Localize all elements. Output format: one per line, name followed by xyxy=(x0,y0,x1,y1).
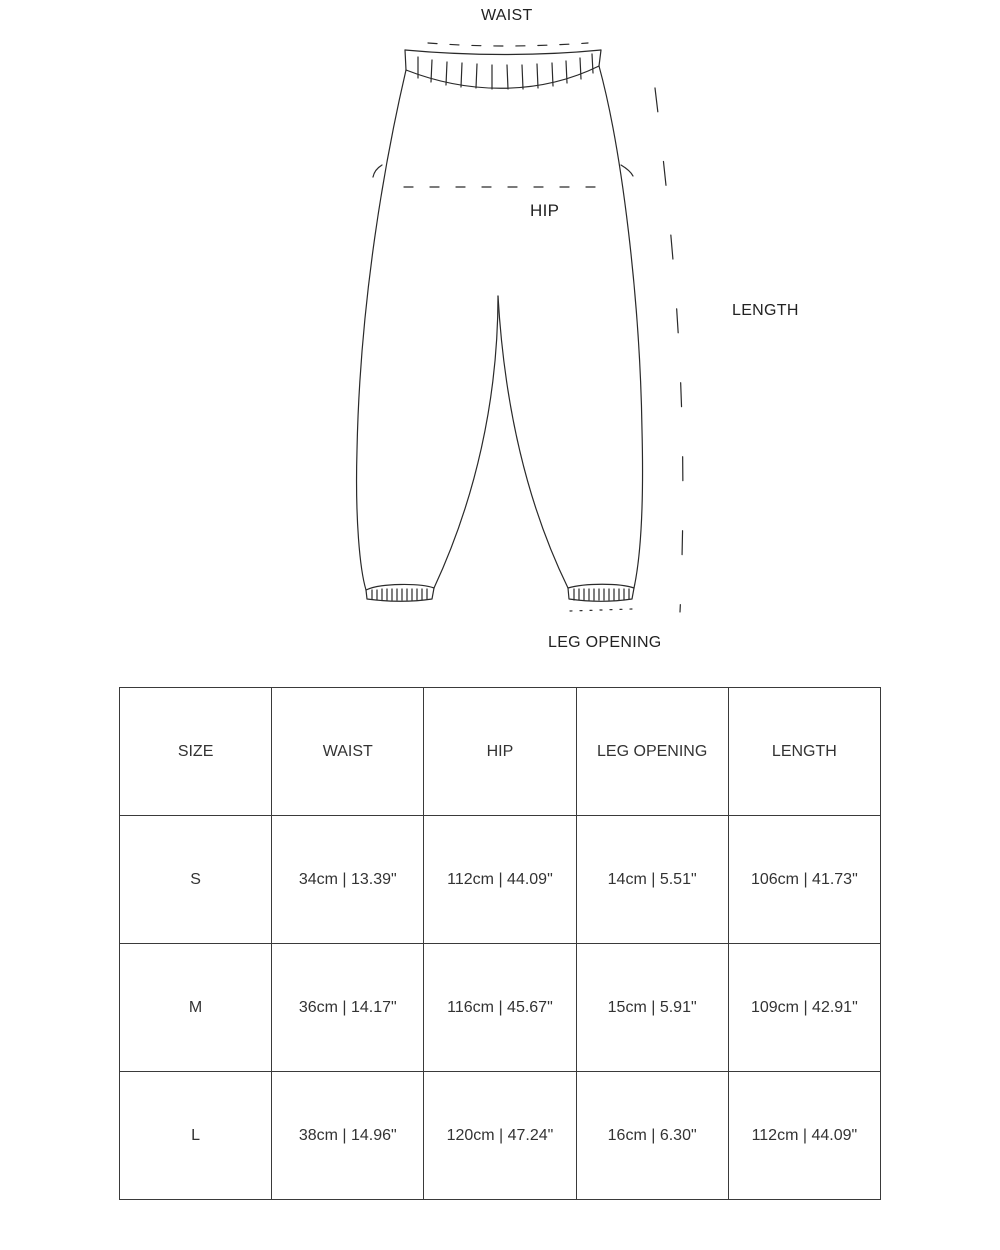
cell-hip: 112cm | 44.09" xyxy=(424,816,576,944)
cell-size: L xyxy=(120,1072,272,1200)
cell-waist: 36cm | 14.17" xyxy=(272,944,424,1072)
header-leg-opening: LEG OPENING xyxy=(576,688,728,816)
right-cuff-top xyxy=(568,584,634,588)
cell-length: 106cm | 41.73" xyxy=(728,816,880,944)
left-cuff-box xyxy=(366,588,434,601)
cell-leg-opening: 16cm | 6.30" xyxy=(576,1072,728,1200)
cell-size: S xyxy=(120,816,272,944)
table-row xyxy=(120,1072,881,1200)
header-waist: WAIST xyxy=(272,688,424,816)
cell-size: M xyxy=(120,944,272,1072)
left-cuff-top xyxy=(366,584,434,590)
header-hip: HIP xyxy=(424,688,576,816)
waistband-right xyxy=(599,50,601,66)
left-pocket xyxy=(373,165,382,177)
table-row xyxy=(120,816,881,944)
right-cuff-ribbing xyxy=(574,589,629,600)
table-header-row xyxy=(120,688,881,816)
leg-opening-measure-line xyxy=(570,609,632,611)
left-inseam xyxy=(434,296,498,588)
left-cuff-ribbing xyxy=(372,589,427,600)
waistband-left xyxy=(405,50,406,70)
right-pocket xyxy=(621,165,633,176)
cell-leg-opening: 14cm | 5.51" xyxy=(576,816,728,944)
hip-label: HIP xyxy=(530,201,560,220)
leg-opening-label: LEG OPENING xyxy=(548,634,662,651)
cell-waist: 34cm | 13.39" xyxy=(272,816,424,944)
cell-length: 112cm | 44.09" xyxy=(728,1072,880,1200)
length-measure-line xyxy=(655,88,683,612)
right-inseam xyxy=(498,296,568,588)
length-label: LENGTH xyxy=(732,302,799,319)
waist-label: WAIST xyxy=(481,7,533,24)
left-leg-outline xyxy=(357,70,406,590)
waistband-top xyxy=(405,50,601,55)
table-row xyxy=(120,944,881,1072)
waistband-bottom xyxy=(406,66,599,88)
waistband-ribbing xyxy=(418,54,593,89)
right-leg-outline xyxy=(599,66,643,588)
cell-hip: 120cm | 47.24" xyxy=(424,1072,576,1200)
header-length: LENGTH xyxy=(728,688,880,816)
size-chart-table xyxy=(119,687,881,1200)
header-size: SIZE xyxy=(120,688,272,816)
cell-leg-opening: 15cm | 5.91" xyxy=(576,944,728,1072)
cell-hip: 116cm | 45.67" xyxy=(424,944,576,1072)
cell-waist: 38cm | 14.96" xyxy=(272,1072,424,1200)
cell-length: 109cm | 42.91" xyxy=(728,944,880,1072)
waist-measure-line xyxy=(428,43,588,46)
